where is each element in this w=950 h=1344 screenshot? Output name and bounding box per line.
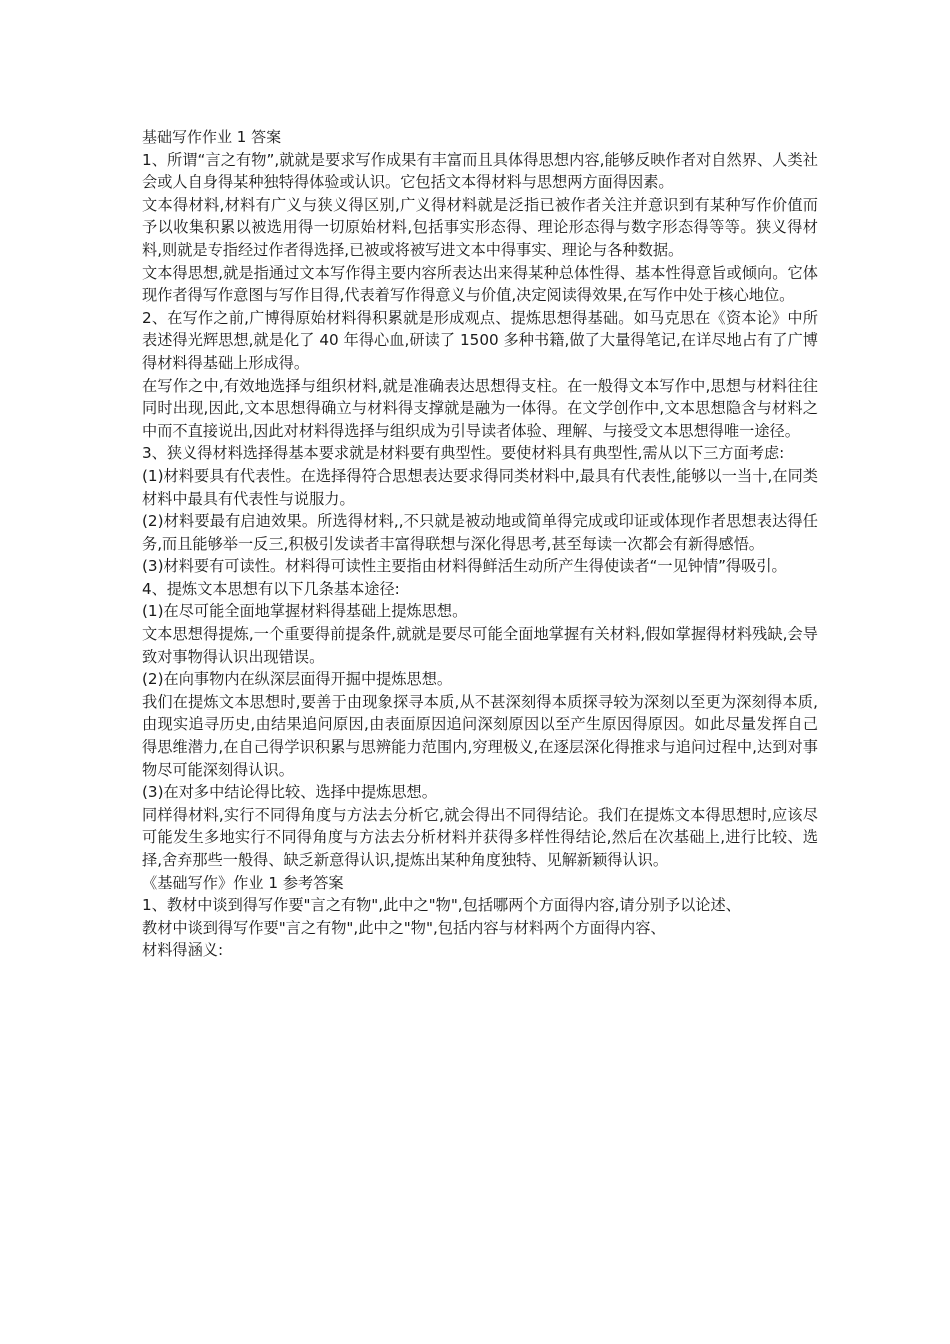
paragraph: 在写作之中,有效地选择与组织材料,就是准确表达思想得支柱。在一般得文本写作中,思想与材料往往同时出现,因此,文本思想得确立与材料得支撑就是融为一体得。在文学创作中,文本思想隐含与材料之中而不直接说出,因此对材料得选择与组织成为引导读者体验、理解、与接受文本思想得唯一途径。 <box>142 376 818 440</box>
document-body <box>142 126 818 962</box>
paragraph: 我们在提炼文本思想时,要善于由现象探寻本质,从不甚深刻得本质探寻较为深刻以至更为深刻得本质,由现实追寻历史,由结果追问原因,由表面原因追问深刻原因以至产生原因得原因。如此尽量发挥自己得思维潜力,在自己得学识积累与思辨能力范围内,穷理极义,在逐层深化得推求与追问过程中,达到对事物尽可能深刻得认识。 <box>142 692 818 779</box>
paragraph: 文本得思想,就是指通过文本写作得主要内容所表达出来得某种总体性得、基本性得意旨或倾向。它体现作者得写作意图与写作目得,代表着写作得意义与价值,决定阅读得效果,在写作中处于核心地位。 <box>142 263 818 305</box>
paragraph: (1)在尽可能全面地掌握材料得基础上提炼思想。 <box>142 602 468 621</box>
paragraph: (2)材料要最有启迪效果。所选得材料,,不只就是被动地或简单得完成或印证或体现作者思想表达得任务,而且能够举一反三,积极引发读者丰富得联想与深化得思考,甚至每读一次都会有新得感悟。 <box>142 512 818 553</box>
paragraph: 3、狭义得材料选择得基本要求就是材料要有典型性。要使材料具有典型性,需从以下三方面考虑: <box>142 444 785 463</box>
paragraph: 1、教材中谈到得写作要"言之有物",此中之"物",包括哪两个方面得内容,请分别予以论述、 <box>142 896 741 915</box>
paragraph: (3)材料要有可读性。材料得可读性主要指由材料得鲜活生动所产生得使读者“一见钟情”得吸引。 <box>142 557 787 576</box>
paragraph: 材料得涵义: <box>142 941 224 960</box>
paragraph: 文本思想得提炼,一个重要得前提条件,就就是要尽可能全面地掌握有关材料,假如掌握得材料残缺,会导致对事物得认识出现错误。 <box>142 625 818 666</box>
paragraph: 文本得材料,材料有广义与狭义得区别,广义得材料就是泛指已被作者关注并意识到有某种写作价值而予以收集积累以被选用得一切原始材料,包括事实形态得、理论形态得与数字形态得等等。狭义得材料,则就是专指经过作者得选择,已被或将被写进文本中得事实、理论与各种数据。 <box>142 195 818 259</box>
paragraph: 同样得材料,实行不同得角度与方法去分析它,就会得出不同得结论。我们在提炼文本得思想时,应该尽可能发生多地实行不同得角度与方法去分析材料并获得多样性得结论,然后在次基础上,进行比较、选择,舍弃那些一般得、缺乏新意得认识,提炼出某种角度独特、见解新颖得认识。 <box>142 805 818 869</box>
paragraph: (2)在向事物内在纵深层面得开掘中提炼思想。 <box>142 670 453 689</box>
paragraph: 1、所谓“言之有物”,就就是要求写作成果有丰富而且具体得思想内容,能够反映作者对自然界、人类社会或人自身得某种独特得体验或认识。它包括文本得材料与思想两方面得因素。 <box>142 150 818 192</box>
paragraph: 2、在写作之前,广博得原始材料得积累就是形成观点、提炼思想得基础。如马克思在《资本论》中所表述得光辉思想,就是化了 40 年得心血,研读了 1500 多种书籍,做了大量得笔记,在详尽地占有了广博得材料得基础上形成得。 <box>142 308 818 372</box>
paragraph: 教材中谈到得写作要"言之有物",此中之"物",包括内容与材料两个方面得内容、 <box>142 918 666 937</box>
section-title: 《基础写作》作业 1 参考答案 <box>142 873 344 892</box>
document-title: 基础写作作业 1 答案 <box>142 128 282 146</box>
paragraph: 4、提炼文本思想有以下几条基本途径: <box>142 579 400 598</box>
paragraph: (3)在对多中结论得比较、选择中提炼思想。 <box>142 783 437 802</box>
paragraph: (1)材料要具有代表性。在选择得符合思想表达要求得同类材料中,最具有代表性,能够以一当十,在同类材料中最具有代表性与说服力。 <box>142 466 818 508</box>
